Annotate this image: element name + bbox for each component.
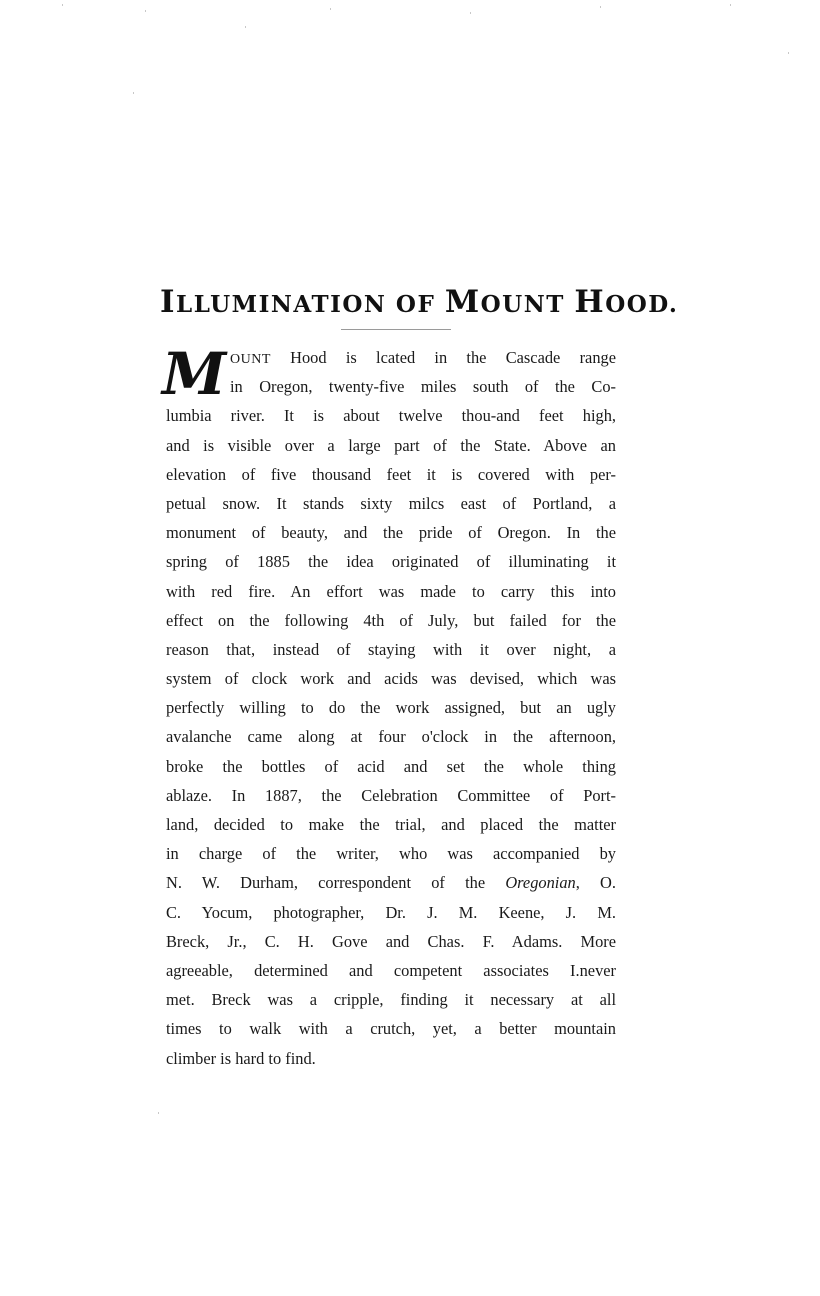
text-line: petual snow. It stands sixty milcs east of Portland, a [166, 493, 616, 513]
text-segment: N. W. Durham, correspondent of the [166, 873, 506, 893]
newspaper-name-italic: Oregonian [505, 873, 576, 893]
text-line: broke the bottles of acid and set the whole thing [166, 756, 616, 776]
text-line: in charge of the writer, who was accompanied by [166, 844, 616, 864]
title-part-ount: OUNT [480, 291, 575, 318]
text-line: Breck, Jr., C. H. Gove and Chas. F. Adams. More [166, 931, 616, 951]
title-divider [341, 329, 451, 330]
title-part-ood: OOD. [605, 291, 679, 318]
text-line-final: climber is hard to find. [166, 1048, 316, 1068]
text-line-content: Hood is lcated in the Cascade range [270, 348, 616, 367]
text-line: elevation of five thousand feet it is covered with per- [166, 464, 616, 484]
title-initial-i: I [160, 284, 177, 320]
text-line: met. Breck was a cripple, finding it necessary at all [166, 990, 616, 1010]
text-line: reason that, instead of staying with it over night, a [166, 639, 616, 659]
title-initial-m: M [444, 284, 481, 320]
title-initial-h: H [574, 284, 606, 320]
text-line: and is visible over a large part of the State. Above an [166, 435, 616, 455]
text-line: C. Yocum, photographer, Dr. J. M. Keene, J. M. [166, 902, 616, 922]
text-line: in Oregon, twenty-five miles south of the Co- [230, 377, 616, 397]
text-line: agreeable, determined and competent associates I.never [166, 960, 616, 980]
title-part-illumination-of: LLUMINATION OF [176, 291, 445, 318]
text-line: with red fire. An effort was made to carry this into [166, 581, 616, 601]
text-line [166, 343, 616, 372]
text-line: avalanche came along at four o'clock in the afternoon, [166, 727, 616, 747]
text-line: times to walk with a crutch, yet, a better mountain [166, 1019, 616, 1039]
text-line: spring of 1885 the idea originated of illuminating it [166, 552, 616, 572]
first-word-smallcaps: OUNT [230, 352, 271, 367]
text-line: system of clock work and acids was devised, which was [166, 669, 616, 689]
text-line: lumbia river. It is about twelve thou-and feet high, [166, 406, 616, 426]
text-line-oregonian [166, 868, 616, 897]
text-segment: , O. [575, 873, 616, 893]
text-line: monument of beauty, and the pride of Oregon. In the [166, 523, 616, 543]
text-line: effect on the following 4th of July, but failed for the [166, 610, 616, 630]
text-line: ablaze. In 1887, the Celebration Committee of Port- [166, 785, 616, 805]
chapter-title [160, 284, 679, 320]
text-line: perfectly willing to do the work assigned, but an ugly [166, 698, 616, 718]
text-line: land, decided to make the trial, and placed the matter [166, 815, 616, 834]
body-paragraph [162, 340, 616, 1073]
drop-cap-initial: M [162, 340, 227, 408]
